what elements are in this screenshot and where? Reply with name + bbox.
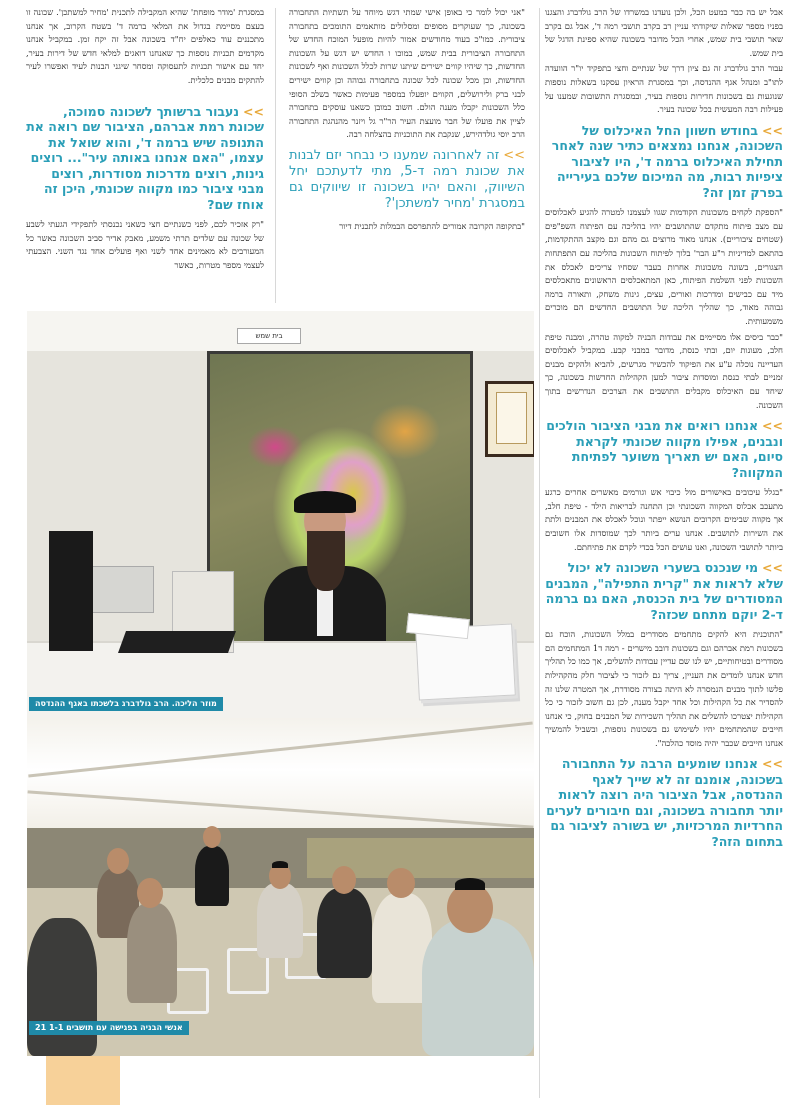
double-chevron-icon: >> bbox=[243, 103, 264, 119]
double-chevron-icon: >> bbox=[762, 418, 783, 434]
audience-member bbox=[422, 918, 534, 1056]
photo-caption: אנשי הבניה בפגישה עם תושבים 1-1 21 bbox=[29, 1021, 189, 1035]
kippah bbox=[272, 861, 288, 868]
audience-member bbox=[257, 883, 303, 958]
framed-certificate bbox=[485, 381, 534, 457]
double-chevron-icon: >> bbox=[762, 756, 783, 772]
photo-caption: מוזר הליכה. הרב גולדברג בלשכתו באגף ההנדסה bbox=[29, 697, 223, 711]
paragraph: "התוכנית היא להקים מתחמים מסודרים במלל השכונות, הוכח גם בשכונות רמת אברהם וגם בשכונות דובב מישרים - רמה ד1 המתחמים הם מסודרים ובטיחותיים, יש לנו שם עדיין עבודות להשלים, אך כמו כל תהליך חדש אנחנו לומדים את העניין, צריך גם לזכור כי לציבור חלק מהקהילות פלשו לתוך מבנים הנמסרה לא היתה בצורה מסודרת, אך המטרה שלנו זה להסדיר את כל הקהילות וכל אחד יקבל מענה, לכן גם חשוב לזכור כי כל הקהילות יצטרכו להשלים את תהליך השכירות של המבנים בחוק, כי אנחנו חייבים שהמתחמים יהיו לשימוש גם בשכונות נוספות, ובשביל להמשיך אנחנו חייבים שכבר יהיה מוסד כהלכה". bbox=[545, 629, 783, 748]
audience-head bbox=[137, 878, 163, 908]
paragraph: "כבר ביסים אלו מסיימים את עבודות הבניה למקוה טהרה, ומבנה טיפת חלב, מעונות יום, ובתי כנסת, מדובר במבני קבע. במקביל לאכלוסים העדיינה נוכלה ע"ע את הפיקוד להכשיר מגרשים, להביא ולהקים מבנים זמניים לבתי כנסת ומוסדות ציבור למען הקהילות החדשות בשכונה, כך שיחד עם האיכלוס מקבלים התושבים את הצרכים הנדרשים בתוך השכונה. bbox=[545, 331, 783, 410]
paragraph: "אני יכול לומר כי באופן אישי שמתי דגש מיוחד על תשתיות התחבורה בשכונה, כך שעוקרים מסופים ומסלולים מותאמים התומכים בתחבורה ציבורית. כמו"כ בעוד מחודשים אמור להיות מופעל המוכח החדש של התחבורה הציבורית בבית שמש, במוכו ו החדש יש דגש על השכונות החדשות, כך שיהיו קווים ישירים שיתנו שרות לכלל השכונות ואף לשכונות החדשות, וכן מכל שכונה לכל שכונה בתחבורה גבוהה וכן קווים ישירים לבני ברק ולירושלים, הקווים יופעלו במספר פעימות כאשר בשלב הסופי כלל השכונות יקבלו מענה הולם. חשוב כמובן כשאנו עוסקים בתחבורה לציין את פועלו של חבר מועצת העיר הר"ר גל ויזנר מהנהגת התחבורה הרב יוסי גולדהירש, שנקבת את התוכניות בהצלחה רבה. bbox=[289, 7, 525, 140]
paragraph: "בגלל עיכובים באישורים מול כיבוי אש וגורמים מאשרים אחרים כרגע מתעכב אכלוס המקווה השכונתי וכן התחנה לבריאות הילד - טיפת חלב, אך מקווה שבימים הקרובים הנושא ייפתר ונוכל לאכלס את המבנים ולתת את השירות לתושבים. אנחנו ערים ביותר לכך שמוסדות אלו חשובים ביותר לתושבי השכונה, ואנו עושים הכל בכדי לקדם את פתיחתם. bbox=[545, 487, 783, 552]
audience-head bbox=[387, 868, 415, 898]
audience-head bbox=[332, 866, 356, 894]
kippah bbox=[455, 878, 485, 890]
text-column-left bbox=[26, 6, 264, 274]
audience-member bbox=[127, 903, 177, 1003]
double-chevron-icon: >> bbox=[762, 560, 783, 576]
speaker-head bbox=[203, 826, 221, 848]
text-column-right bbox=[545, 6, 783, 855]
paragraph: במסגרת 'מודר מופחת' שהיא המקבילה לתכנית 'מחיר למשתכן'. שכונה זו בעצם מסיימת בגדול את המלאי ברמה ד' בשטח הקרוב, אך אנחנו מתכננים עוד כאלפים יח"ד בשכונה אבל זה יקח זמן. במקביל אנחנו מקדמים תכניות נוספות כך שאנחנו דואגים למלאי חדש של דירות בעיר, יחד עם אישור תכניות לתעסוקה ומסחר שיגני הבנות לעיד ואפשרו לעיר להתקים מבנים כלכלית. bbox=[26, 7, 264, 85]
paragraph: "רק אזכיר לכם, לפני כשנתיים חצי כשאני נכנסתי לתפקידי הגעתי לשבע של שכונה עם שלדים תרתי משמע, מאבק אדיר סביב השכונה כאשר כל המעורבים לא מאמינים אחד לשני ואף פועלים אחד נגד השני. הצבעתי לעצמי מספר מטרות, כאשר bbox=[26, 219, 264, 270]
pull-question: >>זה לאחרונה שמענו כי נבחר יזם לבנות את שכונת רמה ד-5, מתי לדעתכם יחל השיווק, והאם יהיו בשכונה זו שיווקים גם במסגרת 'מחיר למשתכן'? bbox=[289, 147, 525, 211]
column-divider bbox=[275, 8, 276, 303]
column-divider bbox=[539, 8, 540, 1098]
paragraph: אבל יש בה כבר כמעט הכל, ולכן נועדנו במשרדו של הרב גולדברג והצגנו בפניו מספר שאלות שיקודתי עניין רב בקרב תושבי רמה ד', אבל גם בקרב שאר תושבי בית שמש, אחרי הכל מדובר בשכונה שהיא ספינת הדגל של בית שמש. bbox=[545, 7, 783, 58]
audience-head bbox=[107, 848, 129, 874]
text-column-middle bbox=[289, 6, 525, 236]
audience-member bbox=[317, 888, 372, 978]
certificate-paper bbox=[496, 392, 527, 444]
double-chevron-icon: >> bbox=[762, 122, 783, 138]
audience-head bbox=[447, 883, 493, 933]
audience-member bbox=[27, 918, 97, 1056]
question-heading: >>בחודש חשוון החל האיכלוס של השכונה, אנחנו נמצאים כתיר שנה לאחר תחילת האיכלוס ברמה ד', היו לציבור ציפיות רבות, מה המיכום שלכם בעירייה בפרק זמן זה? bbox=[551, 122, 783, 200]
office-photo bbox=[27, 311, 534, 718]
double-chevron-icon: >> bbox=[503, 147, 525, 163]
person-beard bbox=[307, 531, 345, 591]
monitor bbox=[49, 531, 93, 651]
person-hat bbox=[294, 491, 356, 513]
question-heading: >>נעבור ברשותך לשכונה סמוכה, שכונת רמת אברהם, הציבור שם רואה את התנופה שיש ברמה ד', והוא שואל את עצמו, "האם אנחנו באותה עיר"... רוצים גינות, רוצים מדרכות מסודרות, רוצים מבני ציבור כמו מקווה שכונתי, היכן זה אוחז שם? bbox=[26, 103, 264, 212]
paragraph: "הספקת לקחים משכונות הקודמות שגוו לעצמנו למטרה להגיע לאכלוסים עם מצב פיתוח מתקדם שהתושבים יהיו בהליכה עם הפיתוח השפ"פים (שטחים ציבוריים). אנחנו מאוד מרוצים גם מהם וגם מקצב ההתקדמות, בהתאם למדיניות ר"ע הבר' בלוך לפיתוח השכונות בהליכה עם התפתחות הצגורים, בשונה משכונות אחרות בעבר שסחיו צריכים לאכלס את השכונות לפני השלמת הפיתוח, כאן המתאכלסים הראשונים מתאכלסים מיד עם כבישים ומדרכות ואורים, עצים, גינות משחק, ותאורה ברמה גבוהה מאוד, כך שהליך הליכה של התושבים החדשים הם מוכרים משמעותית. bbox=[545, 207, 783, 326]
paragraph: "בתקופה הקרובה אמורים להתפרסם הבמלות לתכנית דיור bbox=[339, 220, 525, 231]
speaker-figure bbox=[195, 846, 229, 906]
question-heading: >>אנחנו רואים את מבני הציבור הולכים ונבנים, אפילו מקווה שכונתי לקראת סיום, האם יש תאריך משוער לפתיחת המקווה? bbox=[546, 418, 783, 480]
question-heading: >>אנחנו שומעים הרבה על התחבורה בשכונה, אומנם זה לא שייך לאגף ההנדסה, אבל הציבור היה רוצה לראות יותר תחבורה בשכונה, וגם חיבורים לערים החרדיות המרכזיות, יש בשורה לציבור גם בתחום הזה? bbox=[546, 756, 783, 849]
tent-meeting-photo bbox=[27, 718, 534, 1056]
wall-sign: בית שמש bbox=[237, 328, 301, 344]
question-heading: >>מי שנכנס בשערי השכונה לא יכול שלא לראות את "קרית התפילה", המבנים המסודרים של בית הכנסת, האם גם ברמה ד-2 יוקם מתחם שכזה? bbox=[545, 560, 783, 622]
paragraph: עבור הרב גולדברג זה גם ציון דרך של שנתיים וחצי בתפקיד יו"ר הוועדה לתו"ב ומנהל אגף ההנדסה, וכך במסגרת הראיון עסקנו בשאלות נוספות שנוגעות גם בשכונות חדירות נוספות בעיר, ובמסגרת התשובות שמענו על פעילות רבה המעשית בכל שכונה בעיר. bbox=[545, 63, 783, 115]
keyboard bbox=[118, 631, 236, 653]
